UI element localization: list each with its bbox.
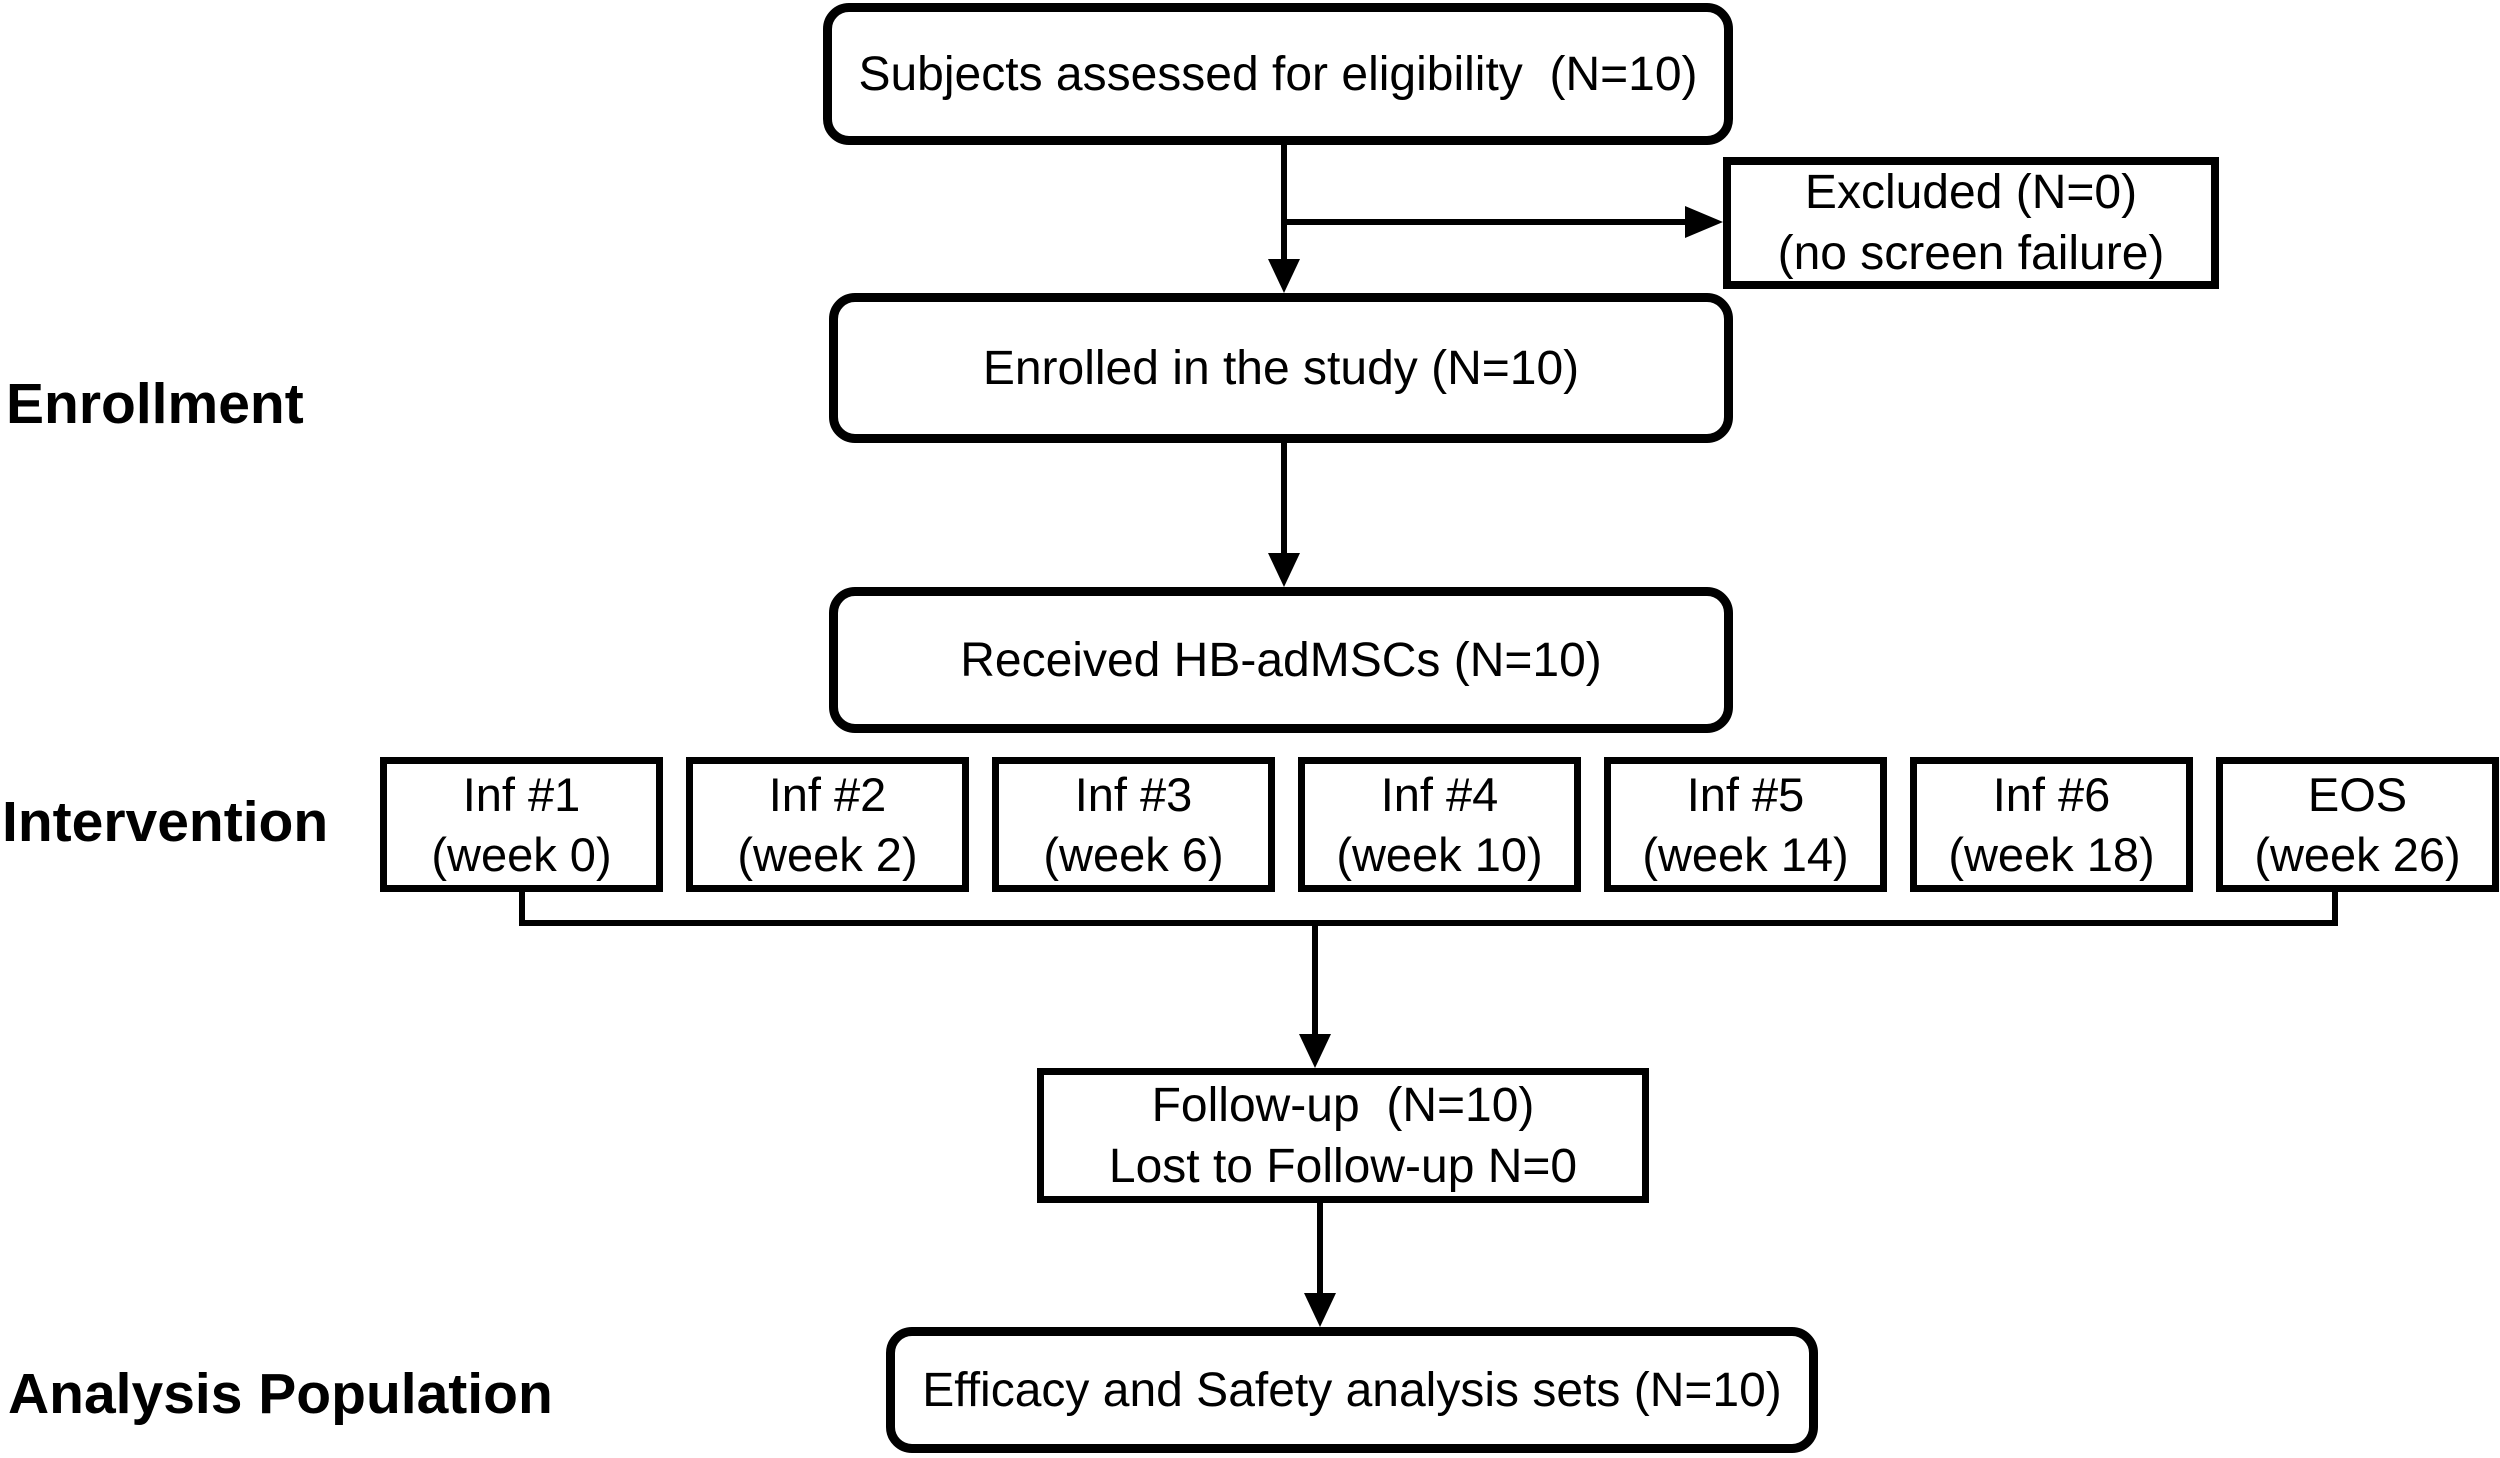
intervention-box-inf1-line2: (week 0) — [431, 827, 612, 881]
intervention-box-inf5 — [1604, 757, 1887, 892]
enrolled-box-text: Enrolled in the study (N=10) — [982, 341, 1580, 395]
stage-label-enrollment: Enrollment — [6, 372, 304, 436]
stage-label-analysis-population: Analysis Population — [8, 1362, 553, 1426]
intervention-box-inf2-line2: (week 2) — [737, 827, 918, 881]
intervention-box-inf2-line1: Inf #2 — [768, 767, 887, 821]
analysis-box — [886, 1327, 1818, 1453]
excluded-box — [1723, 157, 2219, 289]
arrow-eligibility-to-enrolled — [1281, 145, 1287, 262]
intervention-box-inf5-line2: (week 14) — [1642, 827, 1849, 881]
followup-box — [1037, 1068, 1649, 1203]
intervention-box-inf3-line2: (week 6) — [1043, 827, 1224, 881]
intervention-box-inf3 — [992, 757, 1275, 892]
stage-label-intervention: Intervention — [2, 790, 329, 854]
arrow-followup-to-analysis — [1317, 1203, 1323, 1296]
intervention-box-inf6 — [1910, 757, 2193, 892]
arrowhead-right-icon — [1685, 206, 1723, 238]
intervention-box-inf4 — [1298, 757, 1581, 892]
followup-box-line1: Follow-up (N=10) — [1151, 1078, 1535, 1132]
eligibility-box-text: Subjects assessed for eligibility (N=10) — [858, 47, 1698, 101]
arrowhead-down-icon — [1268, 259, 1300, 293]
received-box — [829, 587, 1733, 733]
intervention-box-inf2 — [686, 757, 969, 892]
received-box-text: Received HB-adMSCs (N=10) — [960, 633, 1602, 687]
intervention-box-eos — [2216, 757, 2499, 892]
intervention-box-inf6-line1: Inf #6 — [1992, 767, 2111, 821]
arrow-bracket-to-followup — [1312, 920, 1318, 1037]
intervention-box-eos-line2: (week 26) — [2254, 827, 2461, 881]
arrowhead-down-icon — [1304, 1293, 1336, 1327]
excluded-box-line2: (no screen failure) — [1777, 227, 2165, 280]
intervention-box-inf4-line2: (week 10) — [1336, 827, 1543, 881]
arrow-enrolled-to-received — [1281, 443, 1287, 556]
arrow-branch-to-excluded — [1281, 219, 1685, 225]
analysis-box-text: Efficacy and Safety analysis sets (N=10) — [922, 1363, 1782, 1417]
intervention-box-inf1 — [380, 757, 663, 892]
followup-box-line2: Lost to Follow-up N=0 — [1108, 1139, 1578, 1193]
intervention-box-inf4-line1: Inf #4 — [1380, 767, 1499, 821]
intervention-box-inf5-line1: Inf #5 — [1686, 767, 1805, 821]
excluded-box-line1: Excluded (N=0) — [1804, 166, 2138, 219]
eligibility-box — [823, 3, 1733, 145]
bracket-horizontal-line — [519, 920, 2338, 926]
arrowhead-down-icon — [1299, 1034, 1331, 1068]
intervention-box-eos-line1: EOS — [2307, 767, 2408, 821]
intervention-box-inf6-line2: (week 18) — [1948, 827, 2155, 881]
intervention-box-inf1-line1: Inf #1 — [462, 767, 581, 821]
enrolled-box — [829, 293, 1733, 443]
arrowhead-down-icon — [1268, 553, 1300, 587]
intervention-box-inf3-line1: Inf #3 — [1074, 767, 1193, 821]
